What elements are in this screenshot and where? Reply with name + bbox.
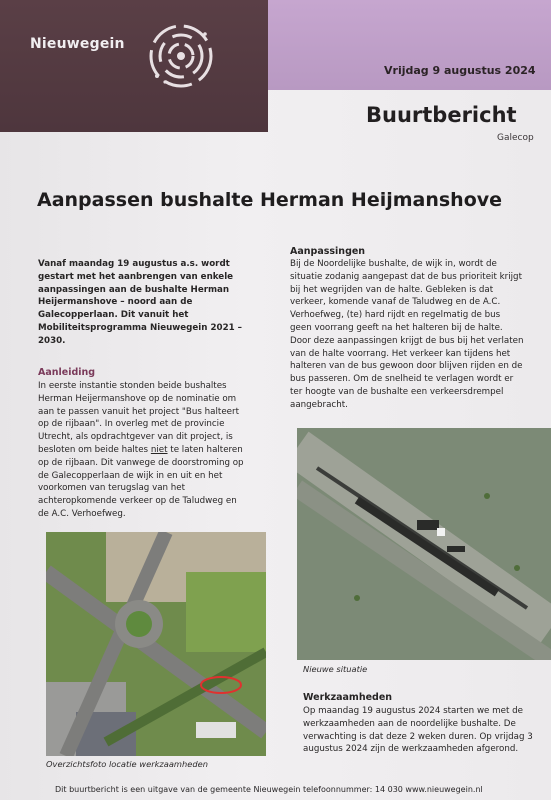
text-line: Verhoefweg, (te) hard rijdt en regelmatig de bus — [290, 310, 501, 321]
new-situation-graphic — [297, 428, 551, 660]
text-line: Vanaf maandag 19 augustus a.s. wordt — [38, 259, 230, 269]
text-line: Herman Heijermanshove op de nominatie om — [38, 393, 237, 404]
text-line: aan te passen vanuit het project "Bus halteert — [38, 406, 239, 417]
photo-caption-overview: Overzichtsfoto locatie werkzaamheden — [46, 759, 209, 769]
text-line: Op maandag 19 augustus 2024 starten we met de — [303, 706, 523, 716]
text-line: Mobiliteitsprogramma Nieuwegein 2021 – — [38, 322, 243, 333]
text-line: gestart met het aanbrengen van enkele — [38, 271, 234, 282]
text-fragment: te laten halteren — [167, 444, 243, 455]
text-line: augustus 2024 zijn de werkzaamheden afgerond. — [303, 744, 519, 755]
text-line: bus passeren. Om de snelheid te verlagen wordt er — [290, 374, 514, 385]
text-line: de Galecopperlaan de wijk in en uit en het — [38, 470, 223, 481]
text-line: geen voorrang geeft na het halteren bij de halte. — [290, 322, 503, 333]
text-fragment: besloten om beide haltes — [38, 444, 151, 455]
text-line: op de rijbaan". In overleg met de provincie — [38, 419, 225, 430]
section-title-werkzaamheden: Werkzaamheden — [303, 692, 393, 703]
footer-text: Dit buurtbericht is een uitgave van de gemeente Nieuwegein telefoonnummer: 14 030 www.nieuwegein.nl — [55, 785, 483, 794]
district-name: Galecop — [497, 133, 534, 143]
aanleiding-paragraph — [38, 380, 268, 521]
aanpassingen-paragraph — [290, 258, 551, 412]
text-line: ter hoogte van de bushalte een verkeersdrempel — [290, 386, 504, 397]
brand-name: Nieuwegein — [30, 36, 125, 52]
text-line: werkzaamheden aan de noordelijke bushalte. De — [303, 718, 516, 729]
text-line: Utrecht, als opdrachtgever van dit project, is — [38, 432, 233, 443]
text-line: verwachting is dat deze 2 weken duren. Op vrijdag 3 — [303, 731, 533, 742]
aerial-photo-graphic — [46, 532, 266, 756]
text-line — [38, 444, 268, 457]
section-title-aanpassingen: Aanpassingen — [290, 246, 366, 257]
werkzaamheden-paragraph — [303, 705, 551, 756]
intro-paragraph — [38, 258, 263, 348]
text-line: bij het wegrijden van de halte. Gebleken is dat — [290, 284, 494, 295]
municipality-logo — [145, 20, 217, 92]
text-line: Galecopperlaan. Dit vanuit het — [38, 310, 189, 321]
section-title-aanleiding: Aanleiding — [38, 367, 96, 378]
text-line: aanpassingen aan de bushalte Herman — [38, 284, 230, 295]
photo-caption-new-situation: Nieuwe situatie — [303, 664, 368, 674]
text-line: In eerste instantie stonden beide bushaltes — [38, 381, 227, 391]
headline: Aanpassen bushalte Herman Heijmanshove — [37, 189, 503, 211]
text-line: halteren van de bus gewoon door blijven rijden en de — [290, 361, 523, 372]
publication-date: Vrijdag 9 augustus 2024 — [384, 64, 536, 77]
text-line: aangebracht. — [290, 399, 348, 410]
text-line: Heijermanshove – noord aan de — [38, 297, 193, 308]
text-line: 2030. — [38, 335, 66, 346]
text-line: situatie zodanig aangepast dat de bus prioriteit krijgt — [290, 271, 522, 282]
text-line: op de rijbaan. Dit vanwege de doorstroming op — [38, 457, 244, 468]
text-line: Door deze aanpassingen krijgt de bus bij het verlaten — [290, 335, 524, 346]
text-line: van de halte voorrang. Het verkeer kan tijdens het — [290, 348, 511, 359]
text-line: voorkomen van terugslag van het — [38, 483, 186, 494]
new-situation-photo — [297, 428, 551, 660]
header-brand-panel — [0, 0, 268, 132]
text-line: achteropkomende verkeer op de Taludweg en — [38, 496, 237, 507]
text-line: de A.C. Verhoefweg. — [38, 508, 126, 519]
document-title: Buurtbericht — [366, 103, 517, 127]
underlined-word: niet — [150, 444, 168, 455]
text-line: verkeer, komende vanaf de Taludweg en de A.C. — [290, 297, 501, 308]
aerial-overview-photo — [46, 532, 266, 756]
text-line: Bij de Noordelijke bushalte, de wijk in, wordt de — [290, 259, 497, 269]
